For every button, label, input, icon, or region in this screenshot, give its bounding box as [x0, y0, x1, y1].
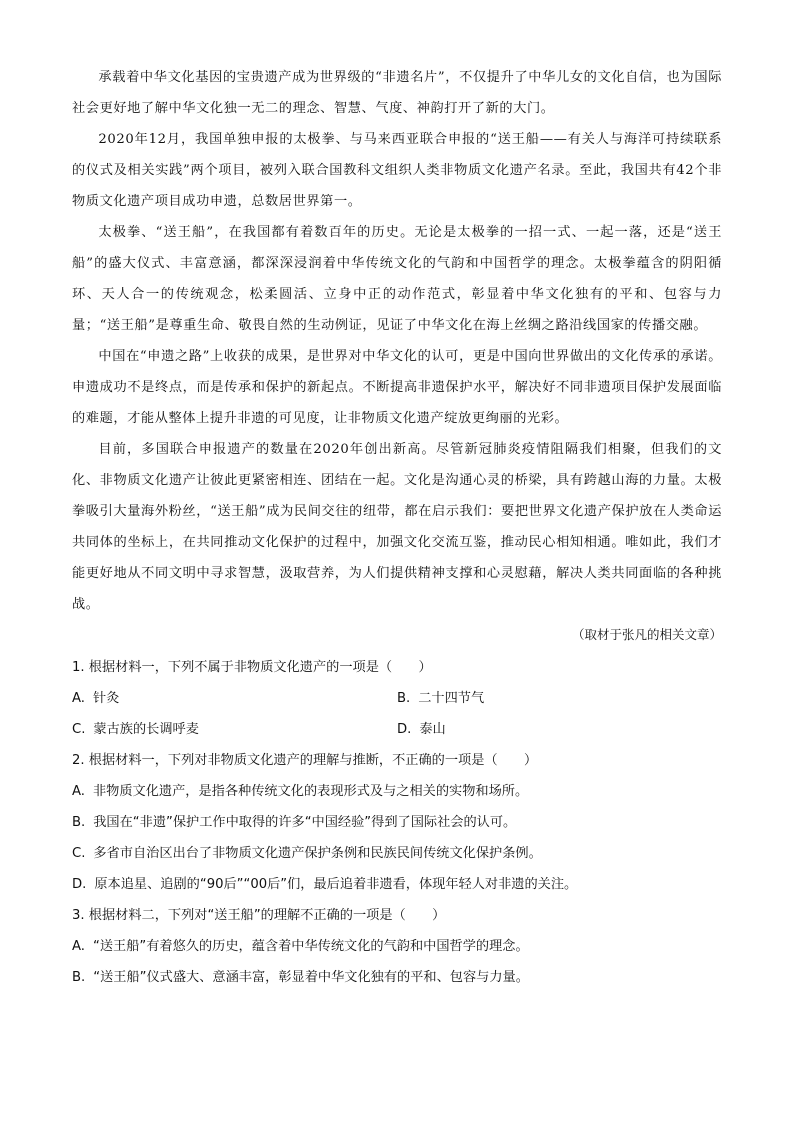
option-letter: C.	[72, 846, 86, 861]
passage-paragraph: 承载着中华文化基因的宝贵遗产成为世界级的“非遗名片”，不仅提升了中华儿女的文化自信，也为国际社会更好地了解中华文化独一无二的理念、智慧、气度、神韵打开了新的大门。	[72, 70, 722, 116]
passage-paragraph: 2020年12月，我国单独申报的太极拳、与马来西亚联合申报的“送王船——有关人与海洋可持续联系的仪式及相关实践”两个项目，被列入联合国教科文组织人类非物质文化遗产名录。至此，我国共有42个非物质文化遗产项目成功申遗，总数居世界第一。	[72, 132, 722, 209]
question-1-stem: 1. 根据材料一，下列不属于非物质文化遗产的一项是（ ）	[72, 660, 432, 675]
option-letter: B.	[72, 815, 86, 830]
question-3-stem: 3. 根据材料二，下列对“送王船”的理解不正确的一项是（ ）	[72, 908, 446, 923]
question-2-option-d	[72, 869, 722, 900]
question-1-options-row-2	[72, 714, 722, 745]
option-text: 泰山	[419, 722, 446, 737]
question-3-option-b	[72, 962, 722, 993]
option-letter: A.	[72, 939, 85, 954]
option-letter: A.	[72, 784, 85, 799]
passage-paragraph: 太极拳、“送王船”，在我国都有着数百年的历史。无论是太极拳的一招一式、一起一落，还是“送王船”的盛大仪式、丰富意涵，都深深浸润着中华传统文化的气韵和中国哲学的理念。太极拳蕴含的阴阳循环、天人合一的传统观念，松柔圆活、立身中正的动作范式，彰显着中华文化独有的平和、包容与力量；“送王船”是尊重生命、敬畏自然的生动例证，见证了中华文化在海上丝绸之路沿线国家的传播交融。	[72, 225, 722, 333]
passage-paragraph: 目前，多国联合申报遗产的数量在2020年创出新高。尽管新冠肺炎疫情阻隔我们相聚，但我们的文化、非物质文化遗产让彼此更紧密相连、团结在一起。文化是沟通心灵的桥梁，具有跨越山海的力量。太极拳吸引大量海外粉丝，“送王船”成为民间交往的纽带，都在启示我们：要把世界文化遗产保护放在人类命运共同体的坐标上，在共同推动文化保护的过程中，加强文化交流互鉴，推动民心相知相通。唯如此，我们才能更好地从不同文明中寻求智慧，汲取营养，为人们提供精神支撑和心灵慰藉，解决人类共同面临的各种挑战。	[72, 442, 722, 612]
question-1-option-d	[397, 714, 722, 745]
question-2-option-b	[72, 807, 722, 838]
passage-paragraph: 中国在“申遗之路”上收获的成果，是世界对中华文化的认可，更是中国向世界做出的文化传承的承诺。申遗成功不是终点，而是传承和保护的新起点。不断提高非遗保护水平，解决好不同非遗项目保护发展面临的难题，才能从整体上提升非遗的可见度，让非物质文化遗产绽放更绚丽的光彩。	[72, 349, 722, 426]
passage-source: （取材于张凡的相关文章）	[571, 627, 722, 642]
option-letter: C.	[72, 722, 86, 737]
option-text: 针灸	[92, 691, 120, 706]
option-text: 非物质文化遗产，是指各种传统文化的表现形式及与之相关的实物和场所。	[92, 784, 529, 799]
exam-page	[72, 62, 722, 993]
question-1-options-row-1	[72, 683, 722, 714]
question-2-option-c	[72, 838, 722, 869]
question-2-option-a	[72, 776, 722, 807]
option-text: 原本追星、追剧的“90后”“00后”们，最后追着非遗看，体现年轻人对非遗的关注。	[94, 877, 578, 892]
option-text: “送王船”仪式盛大、意涵丰富，彰显着中华文化独有的平和、包容与力量。	[93, 970, 529, 985]
question-1-option-a	[72, 683, 397, 714]
option-letter: B.	[72, 970, 86, 985]
question-2-stem: 2. 根据材料一，下列对非物质文化遗产的理解与推断，不正确的一项是（ ）	[72, 753, 538, 768]
option-text: 二十四节气	[418, 691, 485, 706]
option-text: 蒙古族的长调呼麦	[93, 722, 199, 737]
option-text: 多省市自治区出台了非物质文化遗产保护条例和民族民间传统文化保护条例。	[93, 846, 542, 861]
option-text: “送王船”有着悠久的历史，蕴含着中华传统文化的气韵和中国哲学的理念。	[92, 939, 529, 954]
option-letter: D.	[72, 877, 87, 892]
question-3-option-a	[72, 931, 722, 962]
question-1-option-c	[72, 714, 397, 745]
question-1-option-b	[397, 683, 722, 714]
option-letter: D.	[397, 722, 412, 737]
option-letter: A.	[72, 691, 85, 706]
option-text: 我国在“非遗”保护工作中取得的许多“中国经验”得到了国际社会的认可。	[93, 815, 517, 830]
option-letter: B.	[397, 691, 411, 706]
